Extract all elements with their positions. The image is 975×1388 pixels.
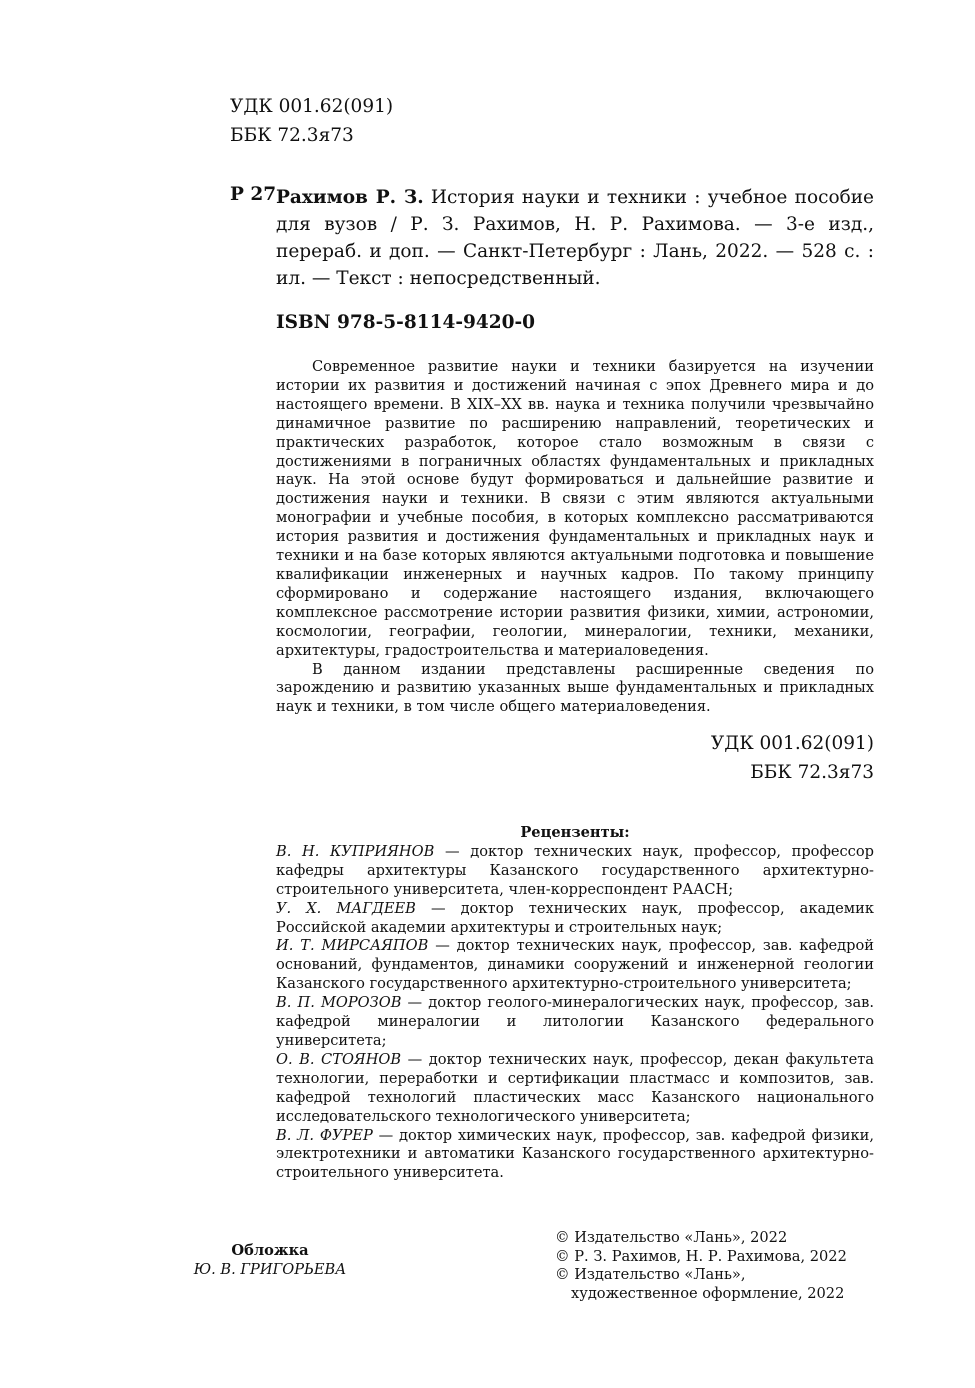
reviewer-name: В. П. МОРОЗОВ [276,994,402,1012]
reviewers-title: Рецензенты: [520,824,630,841]
reviewer-name: О. В. СТОЯНОВ [276,1050,402,1068]
reviewer-entry [276,1051,874,1127]
copyright-block [555,1229,847,1303]
author-sign: Р 27 [230,184,277,205]
copyright-line: художественное оформление, 2022 [571,1284,845,1302]
udk-bbk-bottom [600,729,874,787]
reviewer-entry [276,994,874,1051]
abstract [276,358,874,717]
reviewers-block [276,824,874,1183]
reviewer-entry [276,843,874,900]
reviewer-description: — доктор химических наук, профессор, зав. кафедрой физики, электротехники и автоматики Казанского государственного архитектурно-строительного университета. [276,1126,874,1182]
reviewer-description: — доктор технических наук, профессор, декан факультета технологии, переработки и сертификации пластмасс и композитов, зав. кафедрой технологий пластических масс Казанского национального исследовательского технологического университета; [276,1050,874,1125]
isbn: ISBN 978-5-8114-9420-0 [276,312,536,333]
cover-title: Обложка [231,1242,309,1259]
cover-artist: Ю. В. ГРИГОРЬЕВА [193,1260,347,1278]
entry-author: Рахимов Р. З. [276,187,424,208]
reviewer-description: — доктор технических наук, профессор, зав. кафедрой оснований, фундаментов, динамики сооружений и инженерной геологии Казанского государственного архитектурно-строительного университета; [276,937,874,993]
bbk-code: ББК 72.3я73 [750,762,874,783]
reviewer-name: В. Н. КУПРИЯНОВ [276,842,435,860]
reviewer-name: У. Х. МАГДЕЕВ [276,899,416,917]
udk-code: УДК 001.62(091) [710,733,874,754]
reviewer-entry [276,900,874,938]
reviewer-name: И. Т. МИРСАЯПОВ [276,937,429,955]
entry-body: История науки и техники : учебное пособие для вузов / Р. З. Рахимов, Н. Р. Рахимова. — 3-е изд., перераб. и доп. — Санкт-Петербург : Лань, 2022. — 528 с. : ил. — Текст : непосредственный. [276,187,874,289]
copyright-line: © Издательство «Лань», 2022 [555,1229,788,1246]
reviewer-description: — доктор геолого-минералогических наук, профессор, зав. кафедрой минералогии и литологии Казанского федерального университета; [276,994,875,1049]
bibliographic-entry [276,184,874,292]
copyright-line: © Р. З. Рахимов, Н. Р. Рахимова, 2022 [555,1247,847,1265]
copyright-line: © Издательство «Лань», [555,1266,746,1283]
abstract-paragraph: Современное развитие науки и техники базируется на изучении истории их развития и достижений начиная с эпох Древнего мира и до настоящего времени. В XIX–XX вв. наука и техника получили чрезвычайно динамичное развитие по расширению направлений, теоретических и практических разработок, которое стало возможным в связи с достижениями в пограничных областях фундаментальных и прикладных наук. На этой основе будут формироваться и дальнейшие развитие и достижения науки и техники. В связи с этим являются актуальными монографии и учебные пособия, в которых комплексно рассматриваются история развития и достижения фундаментальных и прикладных наук и техники и на базе которых являются актуальными подготовка и повышение квалификации инженерных и научных кадров. По такому принципу сформировано и содержание настоящего издания, включающего комплексное рассмотрение истории развития физики, химии, астрономии, космологии, географии, геологии, минералогии, техники, механики, архитектуры, градостроительства и материаловедения. [276,358,874,659]
reviewer-description: — доктор технических наук, профессор, профессор кафедры архитектуры Казанского государственного архитектурно-строительного университета, член-корреспондент РААСН; [276,842,874,898]
reviewer-name: В. Л. ФУРЕР [276,1126,373,1144]
abstract-paragraph: В данном издании представлены расширенные сведения по зарождению и развитию указанных выше фундаментальных и прикладных наук и техники, в том числе общего материаловедения. [276,660,874,716]
udk-code: УДК 001.62(091) [230,96,394,117]
bbk-code: ББК 72.3я73 [230,125,354,146]
reviewer-entry [276,1127,874,1184]
reviewer-entry [276,937,874,994]
reviewer-description: — доктор технических наук, профессор, академик Российской академии архитектуры и строительных наук; [276,899,874,936]
cover-credit [170,1242,370,1280]
udk-bbk-top [230,92,393,150]
